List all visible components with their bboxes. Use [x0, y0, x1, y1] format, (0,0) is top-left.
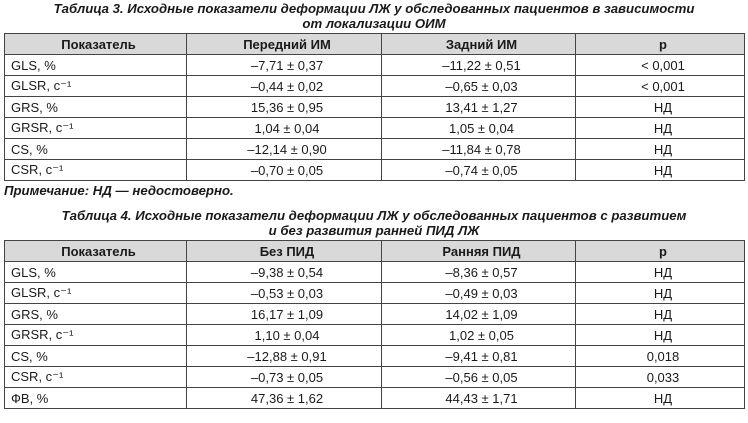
table3-header-indicator: Показатель — [5, 34, 187, 55]
cell-p: НД — [576, 262, 745, 283]
cell-value: –9,38 ± 0,54 — [187, 262, 382, 283]
table-row — [5, 283, 745, 304]
table3-note: Примечание: НД — недостоверно. — [4, 183, 234, 198]
cell-value: 16,17 ± 1,09 — [187, 304, 382, 325]
table4-header-early-pid: Ранняя ПИД — [382, 241, 576, 262]
table-row — [5, 346, 745, 367]
cell-value: –0,44 ± 0,02 — [187, 76, 382, 97]
cell-value: –0,73 ± 0,05 — [187, 367, 382, 388]
row-label: CS, % — [5, 139, 187, 160]
table3-header-posterior: Задний ИМ — [382, 34, 576, 55]
table-row — [5, 262, 745, 283]
cell-value: –0,70 ± 0,05 — [187, 160, 382, 181]
row-label: GRSR, с⁻¹ — [5, 325, 187, 346]
cell-value: –0,74 ± 0,05 — [382, 160, 576, 181]
table3-caption-line2: от локализации ОИМ — [302, 16, 446, 31]
cell-p: НД — [576, 160, 745, 181]
cell-p: 0,018 — [576, 346, 745, 367]
table3-caption — [0, 1, 748, 31]
cell-p: НД — [576, 388, 745, 409]
row-label: CS, % — [5, 346, 187, 367]
cell-p: НД — [576, 97, 745, 118]
table-row — [5, 304, 745, 325]
cell-p: < 0,001 — [576, 76, 745, 97]
table3 — [4, 33, 745, 181]
table-row — [5, 325, 745, 346]
table3-caption-line1: Таблица 3. Исходные показатели деформации ЛЖ у обследованных пациентов в зависимости — [53, 1, 695, 16]
table-row — [5, 55, 745, 76]
table4-header-indicator: Показатель — [5, 241, 187, 262]
cell-value: –11,22 ± 0,51 — [382, 55, 576, 76]
cell-value: –12,14 ± 0,90 — [187, 139, 382, 160]
cell-p: НД — [576, 304, 745, 325]
row-label: GLS, % — [5, 55, 187, 76]
row-label: GRSR, с⁻¹ — [5, 118, 187, 139]
table3-header-p: p — [576, 34, 745, 55]
table4-caption — [0, 208, 748, 238]
table4 — [4, 240, 745, 409]
cell-value: 15,36 ± 0,95 — [187, 97, 382, 118]
cell-value: 1,04 ± 0,04 — [187, 118, 382, 139]
row-label: GRS, % — [5, 97, 187, 118]
table-row — [5, 160, 745, 181]
table4-header-p: p — [576, 241, 745, 262]
table4-header-row — [5, 241, 745, 262]
cell-p: НД — [576, 118, 745, 139]
table-row — [5, 118, 745, 139]
row-label: CSR, с⁻¹ — [5, 367, 187, 388]
cell-value: 1,02 ± 0,05 — [382, 325, 576, 346]
cell-value: –0,65 ± 0,03 — [382, 76, 576, 97]
cell-p: < 0,001 — [576, 55, 745, 76]
cell-value: 13,41 ± 1,27 — [382, 97, 576, 118]
table-row — [5, 139, 745, 160]
cell-value: –0,56 ± 0,05 — [382, 367, 576, 388]
row-label: GLSR, с⁻¹ — [5, 76, 187, 97]
table-row — [5, 97, 745, 118]
cell-value: –7,71 ± 0,37 — [187, 55, 382, 76]
row-label: GRS, % — [5, 304, 187, 325]
cell-value: –12,88 ± 0,91 — [187, 346, 382, 367]
cell-value: 14,02 ± 1,09 — [382, 304, 576, 325]
cell-p: НД — [576, 139, 745, 160]
table3-header-row — [5, 34, 745, 55]
table-row — [5, 76, 745, 97]
cell-value: 1,10 ± 0,04 — [187, 325, 382, 346]
row-label: GLSR, с⁻¹ — [5, 283, 187, 304]
cell-value: 1,05 ± 0,04 — [382, 118, 576, 139]
cell-p: 0,033 — [576, 367, 745, 388]
table4-caption-line2: и без развития ранней ПИД ЛЖ — [268, 223, 480, 238]
cell-value: –11,84 ± 0,78 — [382, 139, 576, 160]
cell-p: НД — [576, 325, 745, 346]
table-row — [5, 367, 745, 388]
cell-value: –0,49 ± 0,03 — [382, 283, 576, 304]
cell-value: –0,53 ± 0,03 — [187, 283, 382, 304]
cell-value: 47,36 ± 1,62 — [187, 388, 382, 409]
cell-value: –8,36 ± 0,57 — [382, 262, 576, 283]
cell-p: НД — [576, 283, 745, 304]
cell-value: –9,41 ± 0,81 — [382, 346, 576, 367]
row-label: GLS, % — [5, 262, 187, 283]
table4-caption-line1: Таблица 4. Исходные показатели деформации ЛЖ у обследованных пациентов с развитием — [61, 208, 687, 223]
table3-header-anterior: Передний ИМ — [187, 34, 382, 55]
table-row — [5, 388, 745, 409]
row-label: CSR, с⁻¹ — [5, 160, 187, 181]
row-label: ФВ, % — [5, 388, 187, 409]
table4-header-no-pid: Без ПИД — [187, 241, 382, 262]
cell-value: 44,43 ± 1,71 — [382, 388, 576, 409]
